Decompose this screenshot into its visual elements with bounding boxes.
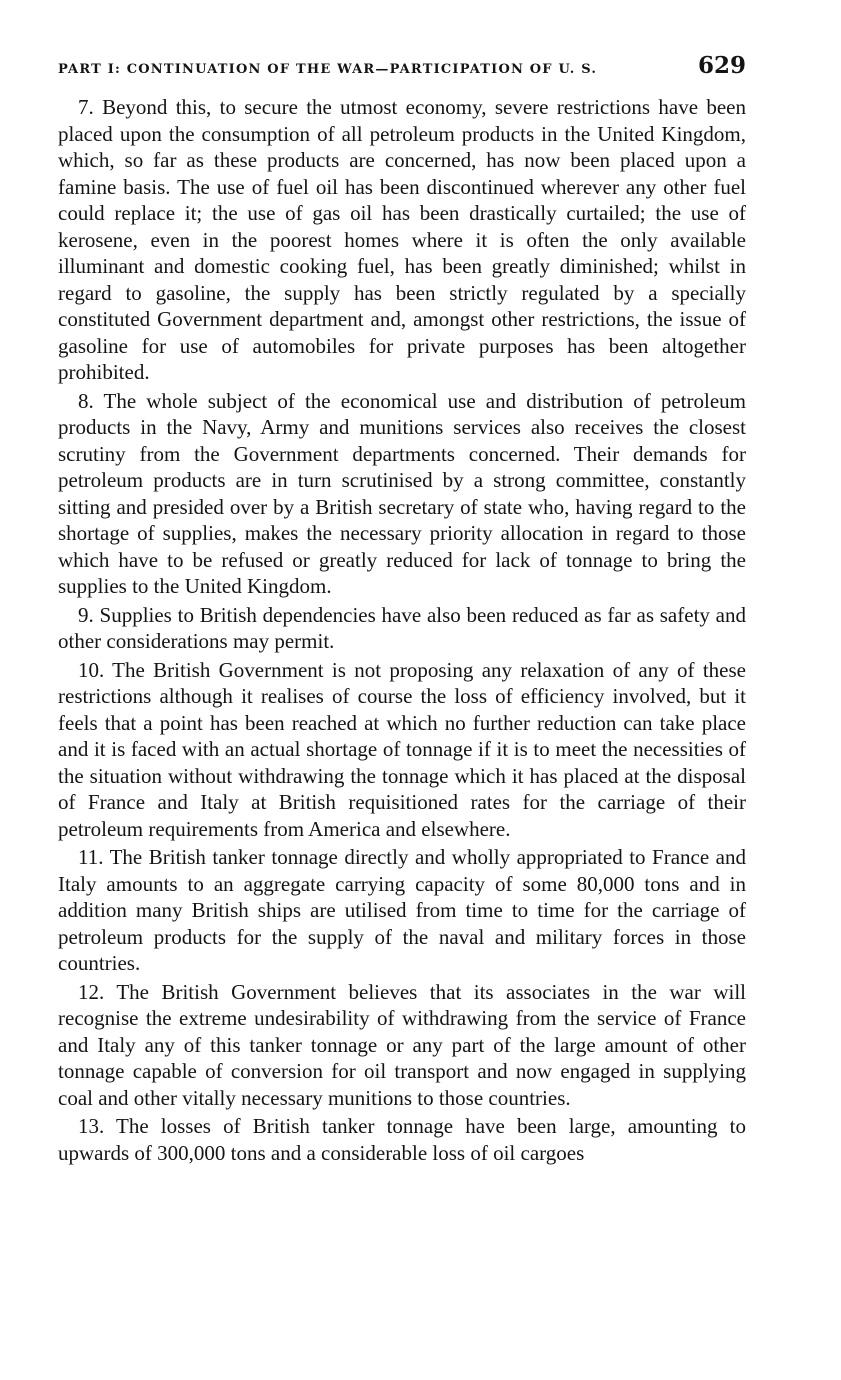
- running-title: PART I: CONTINUATION OF THE WAR—PARTICIPATION OF U. S.: [58, 62, 598, 77]
- running-header: [58, 54, 746, 88]
- paragraph-9: 9. Supplies to British dependencies have also been reduced as far as safety and other considerations may permit.: [58, 602, 746, 653]
- paragraph-12: 12. The British Government believes that its associates in the war will recognise the extreme undesirability of withdrawing from the service of France and Italy any of this tanker tonnage or any part of the large amount of other tonnage capable of conversion for oil transport and now engaged in supplying coal and other vitally necessary munitions to those countries.: [58, 979, 746, 1110]
- paragraph-11: 11. The British tanker tonnage directly and wholly appropriated to France and Italy amounts to an aggregate carrying capacity of some 80,000 tons and in addition many British ships are utilised from time to time for the carriage of petroleum products for the supply of the naval and military forces in those countries.: [58, 845, 746, 975]
- document-page: [58, 54, 746, 1168]
- page-number: 629: [697, 52, 746, 79]
- paragraph-13: 13. The losses of British tanker tonnage have been large, amounting to upwards of 300,000 tons and a considerable loss of oil cargoes: [58, 1114, 746, 1165]
- paragraph-8: 8. The whole subject of the economical use and distribution of petroleum products in the Navy, Army and munitions services also receives the closest scrutiny from the Government departments concerned. Their demands for petroleum products are in turn scrutinised by a strong committee, constantly sitting and presided over by a British secretary of state who, having regard to the shortage of supplies, makes the necessary priority allocation in regard to those which have to be refused or greatly reduced for lack of tonnage to bring the supplies to the United Kingdom.: [58, 388, 746, 598]
- paragraph-7: 7. Beyond this, to secure the utmost economy, severe restrictions have been placed upon the consumption of all petroleum products in the United Kingdom, which, so far as these products are concerned, has now been placed upon a famine basis. The use of fuel oil has been discontinued wherever any other fuel could replace it; the use of gas oil has been drastically curtailed; the use of kerosene, even in the poorest homes where it is often the only available illuminant and domestic cooking fuel, has been greatly diminished; whilst in regard to gasoline, the supply has been strictly regulated by a specially constituted Government department and, amongst other restrictions, the issue of gasoline for use of automobiles for private purposes has been altogether prohibited.: [58, 95, 746, 384]
- paragraph-10: 10. The British Government is not proposing any relaxation of any of these restrictions although it realises of course the loss of efficiency involved, but it feels that a point has been reached at which no further reduction can take place and it is faced with an actual shortage of tonnage if it is to meet the necessities of the situation without withdrawing the tonnage which it has placed at the disposal of France and Italy at British requisitioned rates for the carriage of their petroleum requirements from America and elsewhere.: [58, 657, 746, 841]
- body-text: [58, 94, 746, 1166]
